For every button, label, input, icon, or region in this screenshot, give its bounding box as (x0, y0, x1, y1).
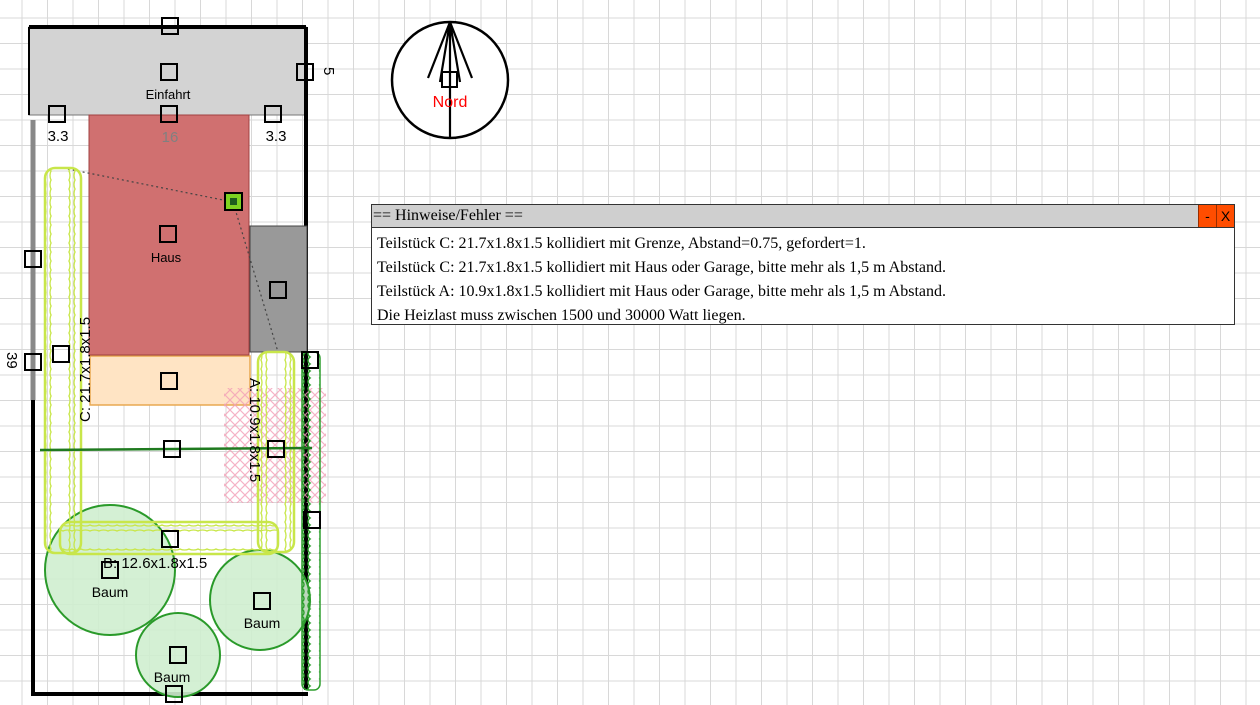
hint-panel-buttons (1198, 205, 1234, 227)
hint-message: Teilstück C: 21.7x1.8x1.5 kollidiert mit Grenze, Abstand=0.75, gefordert=1. (377, 235, 866, 252)
dim-top-right: 5 (320, 67, 337, 76)
tree-label: Baum (243, 615, 281, 631)
dim-left-offset: 3.3 (47, 128, 69, 145)
pipe-b-label: B: 12.6x1.8x1.5 (103, 555, 208, 572)
hint-message: Die Heizlast muss zwischen 1500 und 30000 Watt liegen. (377, 307, 746, 324)
hint-panel (371, 204, 1235, 325)
garage-area[interactable] (250, 226, 307, 352)
hint-message: Teilstück C: 21.7x1.8x1.5 kollidiert mit Haus oder Garage, bitte mehr als 1,5 m Abstand. (377, 259, 947, 276)
close-button[interactable]: X (1216, 205, 1234, 227)
pipe-a-label: A: 10.9x1.8x1.5 (246, 378, 263, 483)
pipe-c-label: C: 21.7x1.8x1.5 (77, 316, 94, 422)
north-compass[interactable] (392, 22, 508, 138)
tree-label: Baum (153, 669, 191, 685)
house-area[interactable] (89, 115, 249, 355)
hint-messages (372, 228, 1234, 332)
tree-label: Baum (91, 584, 129, 600)
pipe-c[interactable] (45, 168, 81, 553)
dim-left-length: 39 (3, 352, 20, 369)
hint-panel-header[interactable] (372, 205, 1234, 228)
hint-message: Teilstück A: 10.9x1.8x1.5 kollidiert mit Haus oder Garage, bitte mehr als 1,5 m Abstand. (377, 283, 947, 300)
house-label: Haus (150, 250, 182, 265)
tree-2[interactable] (210, 550, 310, 650)
north-label: Nord (432, 94, 468, 111)
handle-selected-inner (230, 198, 237, 205)
dim-right-offset: 3.3 (265, 128, 287, 145)
hint-panel-title: == Hinweise/Fehler == (373, 207, 523, 224)
driveway-label: Einfahrt (145, 87, 191, 102)
pipe-b[interactable] (60, 522, 278, 554)
dim-house-width: 16 (161, 129, 179, 146)
minimize-button[interactable]: - (1198, 205, 1216, 227)
tree-3[interactable] (136, 613, 220, 697)
